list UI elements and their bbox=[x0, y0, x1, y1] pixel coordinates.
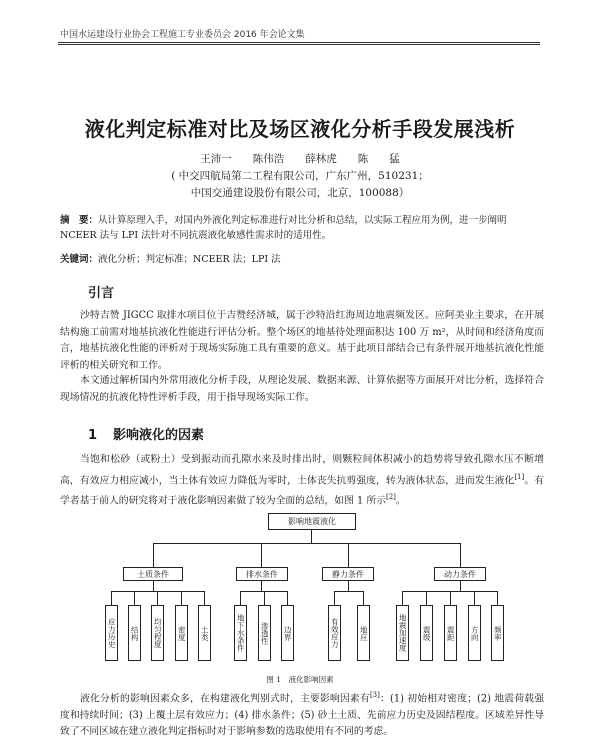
figure-caption: 图 1 液化影响因素 bbox=[266, 675, 334, 684]
leaf-stress-history: 应力历史 bbox=[105, 605, 118, 661]
leaf-groundwater: 地下水条件 bbox=[234, 605, 247, 661]
leaf-magnitude: 震级 bbox=[420, 605, 433, 661]
running-header: 中国水运建设行业协会工程施工专业委员会 2016 年会论文集 bbox=[60, 30, 305, 40]
root-node: 影响地震液化 bbox=[268, 513, 356, 530]
affiliation-line-1: ( 中交四航局第二工程有限公司，广东广州，510231； bbox=[171, 170, 429, 182]
citation-2: [2] bbox=[385, 493, 396, 502]
section-1-number: 1 bbox=[88, 428, 98, 443]
branch-static: 静力条件 bbox=[322, 567, 374, 581]
affiliation-line-2: 中国交通建设股份有限公司，北京，100088） bbox=[190, 187, 410, 199]
leaf-density: 密度 bbox=[175, 605, 188, 661]
p1-text-a: 当饱和松砂（或粉土）受到振动而孔隙水来及时排出时，则颗粒间体积减小的趋势将导致孔隙水压不断增高，有效应力相应减小，当土体有效应力降低为零时，土体丧失抗剪强度，转为液体状态，进而发生液化 bbox=[60, 454, 544, 486]
abstract-text: 从计算原理入手，对国内外液化判定标准进行对比分析和总结，以实际工程应用为例，进一步阐明 NCEER 法与 LPI 法针对不同抗震液化敏感性需求时的适用性。 bbox=[60, 215, 507, 241]
abstract-label: 摘 要： bbox=[60, 215, 99, 226]
leaf-soil-type: 土类 bbox=[198, 605, 211, 661]
p2-text-b: ：(1) 初始相对密度；(2) 地震荷载强度和持续时间；(3) 上覆土层有效应力；(4) 排水条件；(5) 砂土土质、先前应力历史及固结程度。区域差异性导致了不同区域在建立液化判定指标时对于影响参数的选取使用有不同的考虑。 bbox=[60, 693, 545, 738]
leaf-ground-stress: 地应 bbox=[357, 605, 370, 661]
leaf-frequency: 频率 bbox=[491, 605, 504, 661]
citation-1: [1] bbox=[514, 472, 525, 481]
p1-text-b: 。有学者基于前人的研究将对于液化影响因素做了较为全面的总结，如图 1 所示 bbox=[60, 474, 545, 507]
branch-dynamic: 动力条件 bbox=[434, 567, 486, 581]
leaf-structure: 结构 bbox=[128, 605, 141, 661]
p1-text-c: 。 bbox=[395, 495, 406, 507]
branch-drainage: 排水条件 bbox=[236, 567, 288, 581]
section-1-paragraph-2 bbox=[60, 687, 544, 741]
p2-text-a: 液化分析的影响因素众多，在构建液化判别式时，主要影响因素有 bbox=[80, 693, 370, 705]
leaf-uniformity: 均匀程度 bbox=[151, 605, 164, 661]
branch-soil: 土质条件 bbox=[123, 567, 183, 581]
paper-title: 液化判定标准对比及场区液化分析手段发展浅析 bbox=[84, 117, 516, 141]
intro-paragraph-1: 沙特吉赞 JIGCC 取排水项目位于吉赞经济城，属于沙特沿红海周边地震频发区。应阿美业主要求，在开展结构施工前需对地基抗液化性能进行评估分析。整个场区的地基待处理面积达 100 万 m²，从时间和经济角度而言，地基抗液化性能的评析对于现场实际施工具有重要的意义。基于此项目部结合已有条件展开地基抗液化性能评析的相关研究和工作。 bbox=[60, 310, 544, 371]
leaf-direction: 方向 bbox=[468, 605, 481, 661]
intro-paragraph-2: 本文通过解析国内外常用液化分析手段，从理论发展、数据来源、计算依据等方面展开对比分析，选择符合现场情况的抗液化特性评析手段，用于指导现场实际工作。 bbox=[60, 375, 544, 403]
citation-3: [3] bbox=[369, 691, 380, 699]
authors: 王沛一 陈伟浩 薛林虎 陈 猛 bbox=[200, 153, 400, 165]
leaf-permeability: 渗透性 bbox=[258, 605, 271, 661]
intro-heading: 引言 bbox=[88, 286, 115, 301]
leaf-effective-stress: 有效应力 bbox=[328, 605, 341, 661]
section-1-title: 影响液化的因素 bbox=[113, 428, 205, 443]
leaf-acceleration: 地震加速度 bbox=[396, 605, 409, 661]
leaf-boundary: 边界 bbox=[281, 605, 294, 661]
keywords-text: 液化分析；判定标准；NCEER 法；LPI 法 bbox=[98, 254, 281, 265]
leaf-distance: 震距 bbox=[444, 605, 457, 661]
keywords-label: 关键词： bbox=[60, 254, 99, 265]
